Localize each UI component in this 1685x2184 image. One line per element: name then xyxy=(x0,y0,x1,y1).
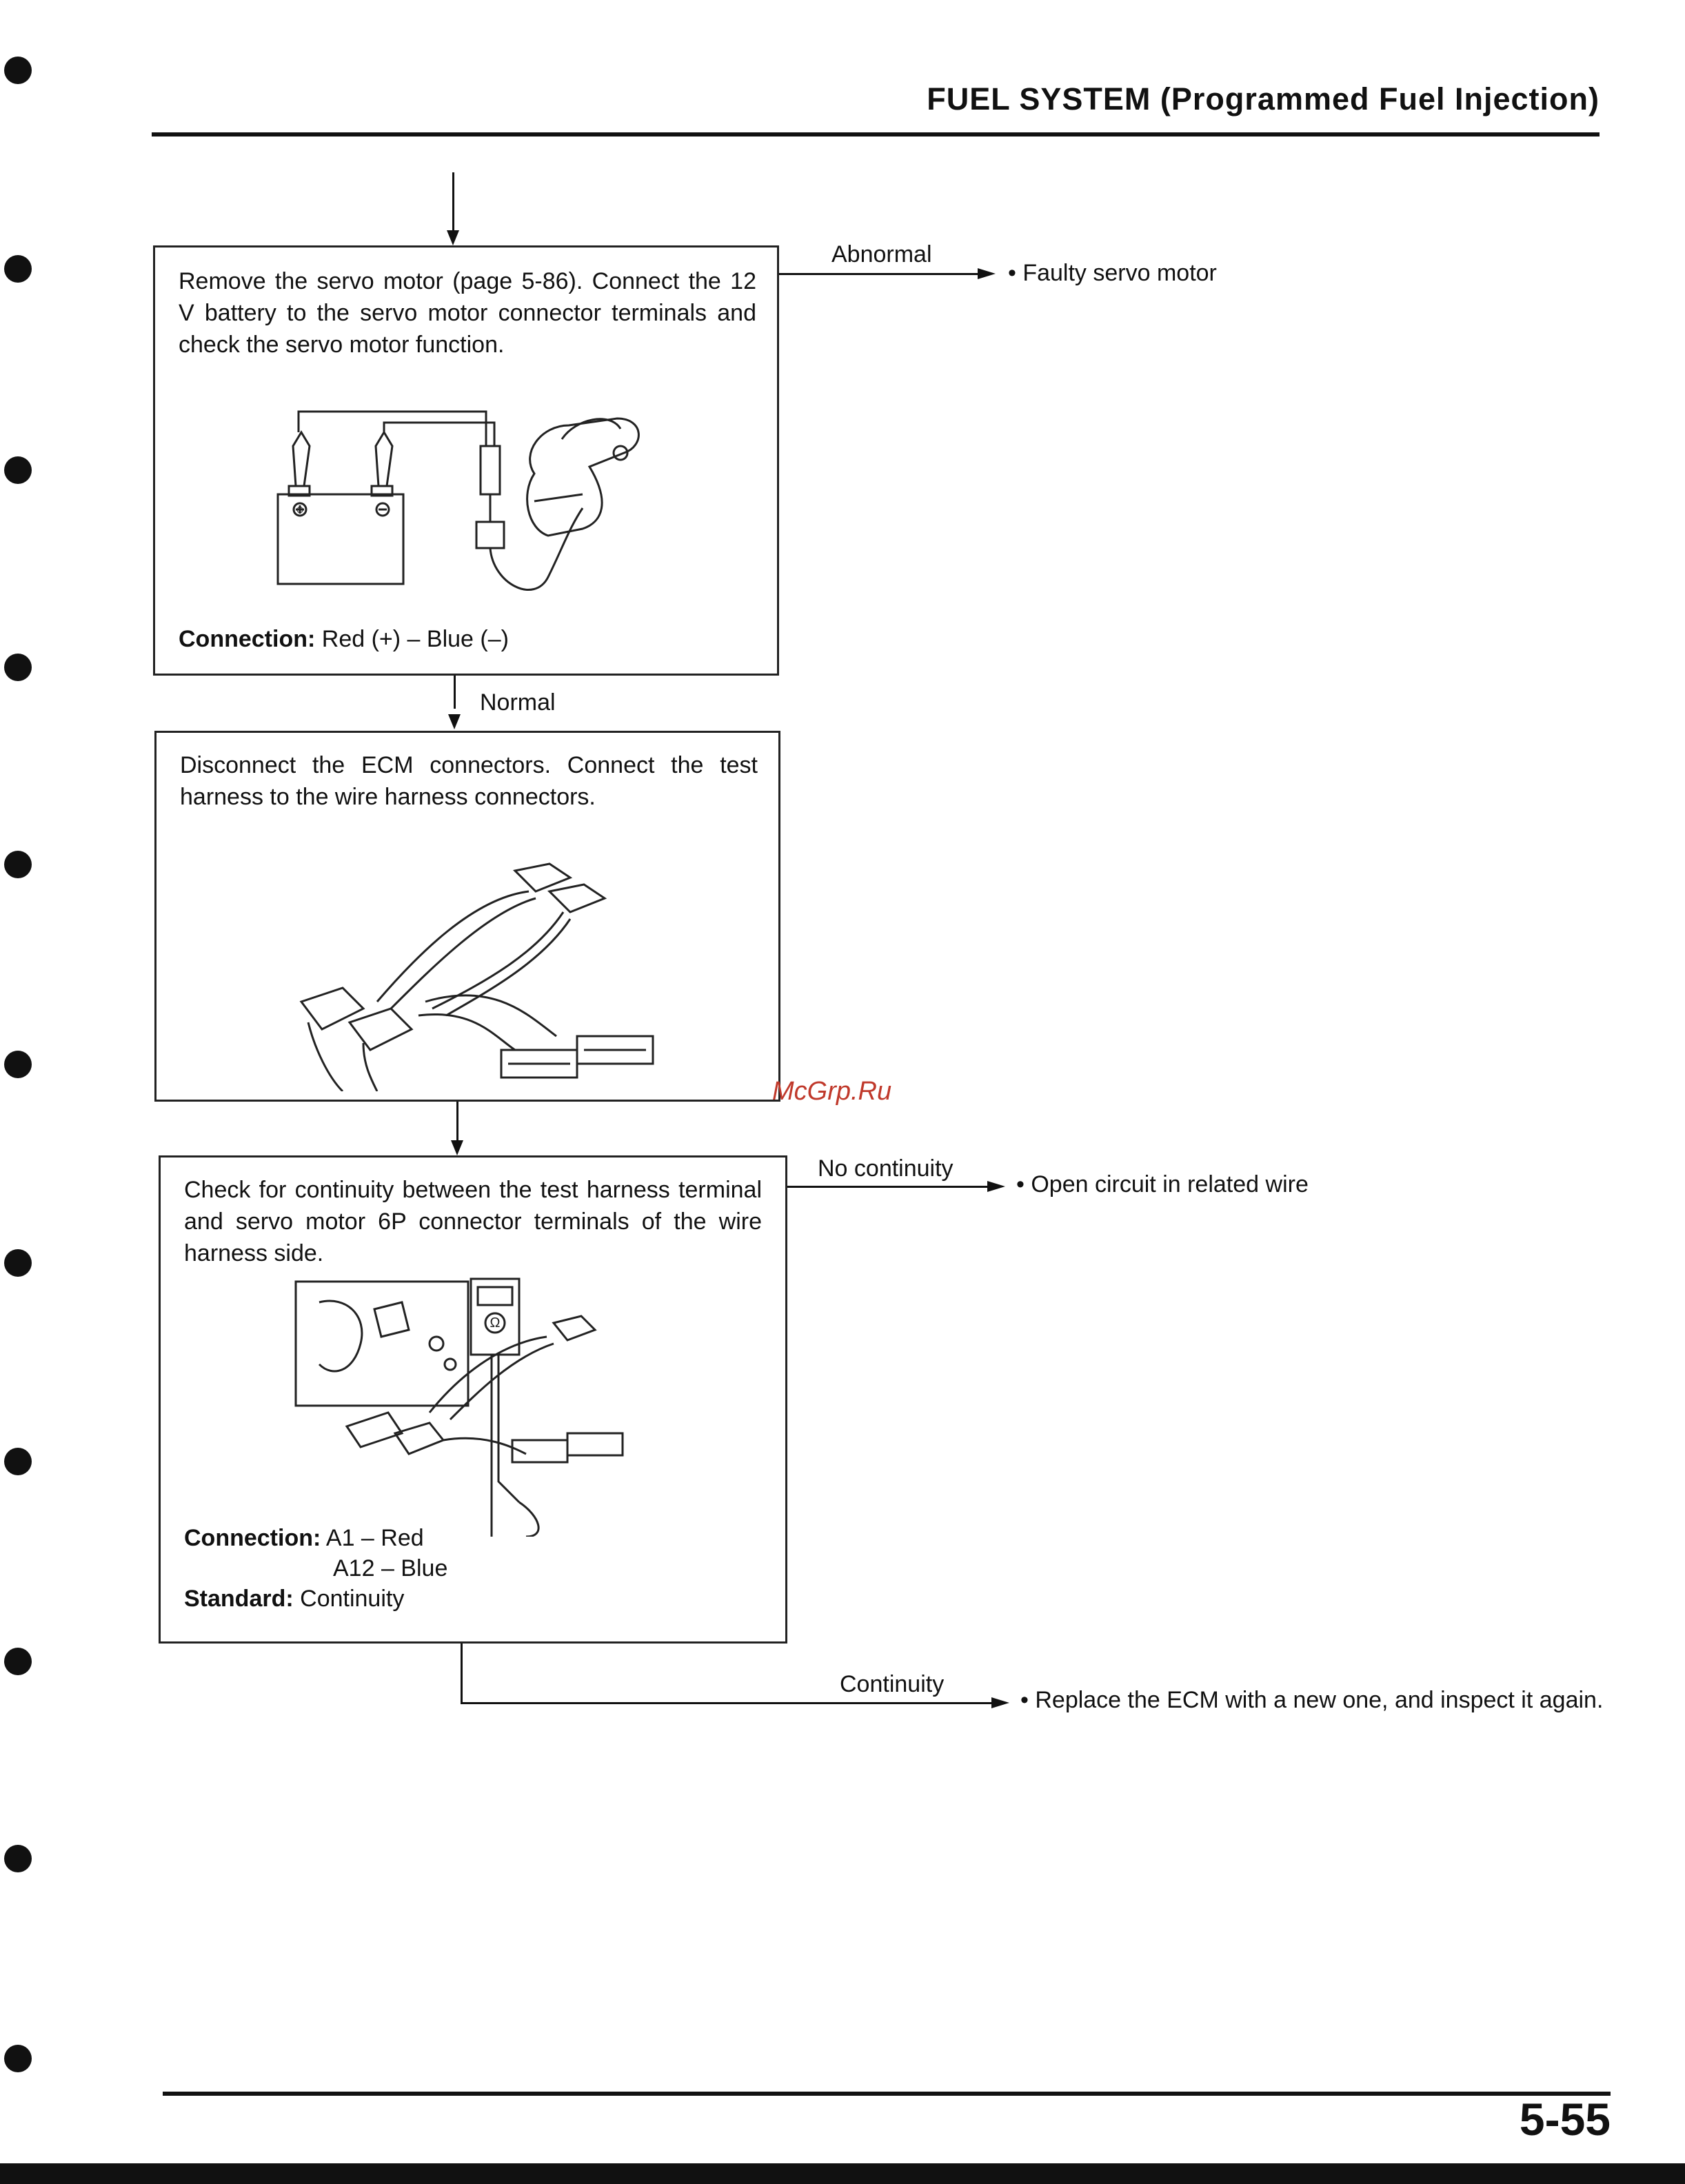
connection-value: Red (+) – Blue (–) xyxy=(321,626,509,652)
step-1-box xyxy=(153,245,779,676)
binder-hole xyxy=(4,1249,32,1277)
connection-label: Connection: xyxy=(179,626,316,652)
bottom-bar xyxy=(0,2163,1685,2184)
footer-rule xyxy=(163,2092,1611,2096)
binder-hole xyxy=(4,1051,32,1078)
connection-line-1: A1 – Red xyxy=(325,1525,424,1551)
step-2-box xyxy=(154,731,780,1102)
svg-text:Ω: Ω xyxy=(490,1315,501,1331)
branch-label-continuity: Continuity xyxy=(840,1671,945,1697)
test-connector-d xyxy=(567,1433,623,1455)
binder-hole xyxy=(4,1648,32,1675)
branch-label-normal: Normal xyxy=(480,689,556,716)
binder-hole xyxy=(4,57,32,84)
standard-label: Standard: xyxy=(184,1586,294,1612)
step3-entry-line xyxy=(456,1102,458,1142)
binder-hole xyxy=(4,255,32,283)
servo-battery-illustration xyxy=(259,398,658,605)
standard-value: Continuity xyxy=(300,1586,405,1612)
binder-hole xyxy=(4,1845,32,1872)
branch-label-abnormal: Abnormal xyxy=(831,241,932,267)
step-3-box xyxy=(159,1155,787,1644)
binder-hole xyxy=(4,456,32,484)
branch-arrow-abnormal xyxy=(978,268,996,279)
test-harness-illustration xyxy=(267,843,694,1091)
branch-line-no-continuity xyxy=(787,1186,989,1188)
result-open-circuit: • Open circuit in related wire xyxy=(1016,1171,1309,1197)
binder-hole xyxy=(4,654,32,681)
step3-entry-arrow xyxy=(451,1140,463,1155)
branch-arrow-continuity xyxy=(991,1697,1009,1708)
connection-label: Connection: xyxy=(184,1525,321,1551)
continuity-check-illustration xyxy=(292,1275,636,1537)
binder-hole xyxy=(4,1448,32,1475)
page-title: FUEL SYSTEM (Programmed Fuel Injection) xyxy=(927,81,1600,117)
branch-arrow-no-continuity xyxy=(987,1181,1005,1192)
step-3-spec xyxy=(184,1523,447,1614)
binder-hole xyxy=(4,851,32,878)
step-2-text: Disconnect the ECM connectors. Connect the test harness to the wire harness connectors. xyxy=(180,752,758,810)
entry-line xyxy=(452,172,454,234)
continuity-line-h xyxy=(461,1702,993,1704)
page-number: 5-55 xyxy=(1519,2094,1611,2145)
normal-arrow xyxy=(448,714,461,729)
step-3-text: Check for continuity between the test harness terminal and servo motor 6P connector terminals of the wire harness side. xyxy=(184,1177,762,1266)
normal-line xyxy=(454,676,456,709)
entry-arrow xyxy=(447,230,459,245)
step-1-text: Remove the servo motor (page 5-86). Connect the 12 V battery to the servo motor connector terminals and check the servo motor function. xyxy=(179,268,756,358)
result-replace-ecm: • Replace the ECM with a new one, and inspect it again. xyxy=(1020,1687,1604,1713)
svg-text:⊕: ⊕ xyxy=(296,504,304,515)
branch-label-no-continuity: No continuity xyxy=(818,1155,954,1182)
branch-line-abnormal xyxy=(779,273,979,275)
result-faulty-servo: • Faulty servo motor xyxy=(1008,260,1217,286)
binder-hole xyxy=(4,2045,32,2072)
watermark: McGrp.Ru xyxy=(772,1077,892,1106)
header-rule xyxy=(152,132,1600,136)
connection-line-2: A12 – Blue xyxy=(333,1555,448,1581)
step-1-connection xyxy=(179,624,509,654)
continuity-line-v xyxy=(461,1644,463,1704)
